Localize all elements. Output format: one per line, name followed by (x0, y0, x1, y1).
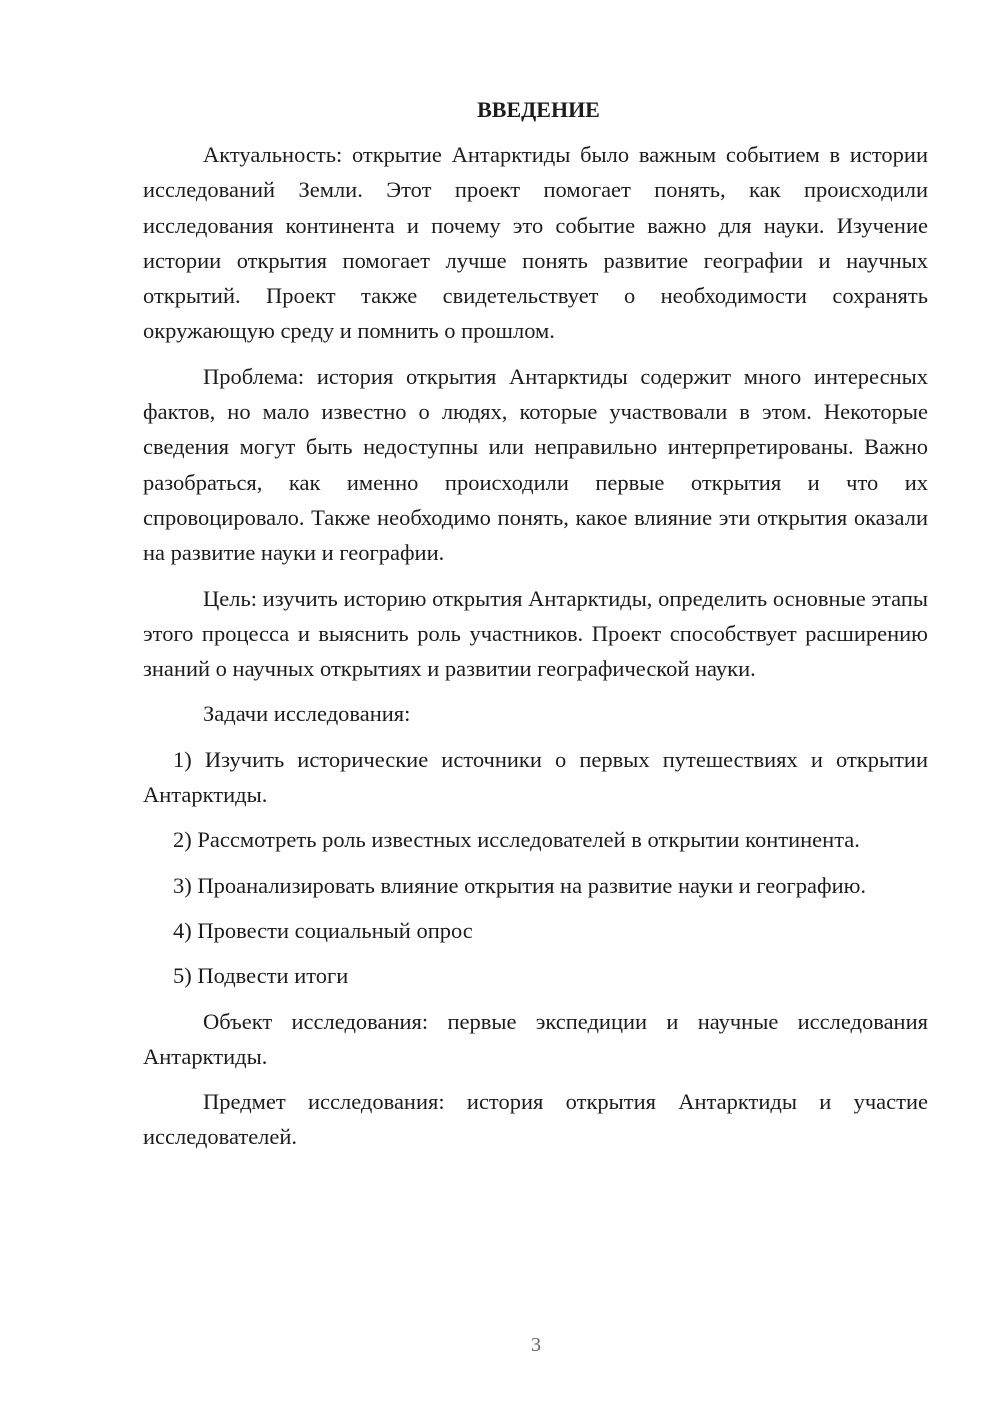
paragraph-goal: Цель: изучить историю открытия Антарктиды, определить основные этапы этого процесса и выяснить роль участников. Проект способствует расширению знаний о научных открытиях и развитии географической науки. (143, 585, 928, 682)
paragraph-tasks-intro: Задачи исследования: (203, 701, 411, 727)
page-body (143, 95, 928, 1165)
task-item-4: 4) Провести социальный опрос (173, 917, 473, 943)
paragraph-relevance: Актуальность: открытие Антарктиды было важным событием в истории исследований Земли. Этот проект помогает понять, как происходили исследования континента и почему это событие важно для науки. Изучение истории открытия помогает лучше понять развитие географии и научных открытий. Проект также свидетельствует о необходимости сохранять окружающую среду и помнить о прошлом. (143, 142, 928, 344)
section-heading: ВВЕДЕНИЕ (477, 97, 600, 122)
paragraph-subject: Предмет исследования: история открытия Антарктиды и участие исследователей. (143, 1089, 928, 1150)
paragraph-object: Объект исследования: первые экспедиции и научные исследования Антарктиды. (143, 1008, 928, 1069)
task-item-1: 1) Изучить исторические источники о первых путешествиях и открытии Антарктиды. (143, 746, 928, 808)
paragraph-problem: Проблема: история открытия Антарктиды содержит много интересных фактов, но мало известно о людях, которые участвовали в этом. Некоторые сведения могут быть недоступны или неправильно интерпретированы. Важно разобраться, как именно происходили первые открытия и что их спровоцировало. Также необходимо понять, какое влияние эти открытия оказали на развитие науки и географии. (143, 363, 928, 566)
task-item-2: 2) Рассмотреть роль известных исследователей в открытии континента. (173, 827, 860, 853)
page-number: 3 (531, 1334, 541, 1356)
task-item-5: 5) Подвести итоги (173, 963, 349, 989)
task-item-3: 3) Проанализировать влияние открытия на развитие науки и географию. (173, 872, 867, 898)
